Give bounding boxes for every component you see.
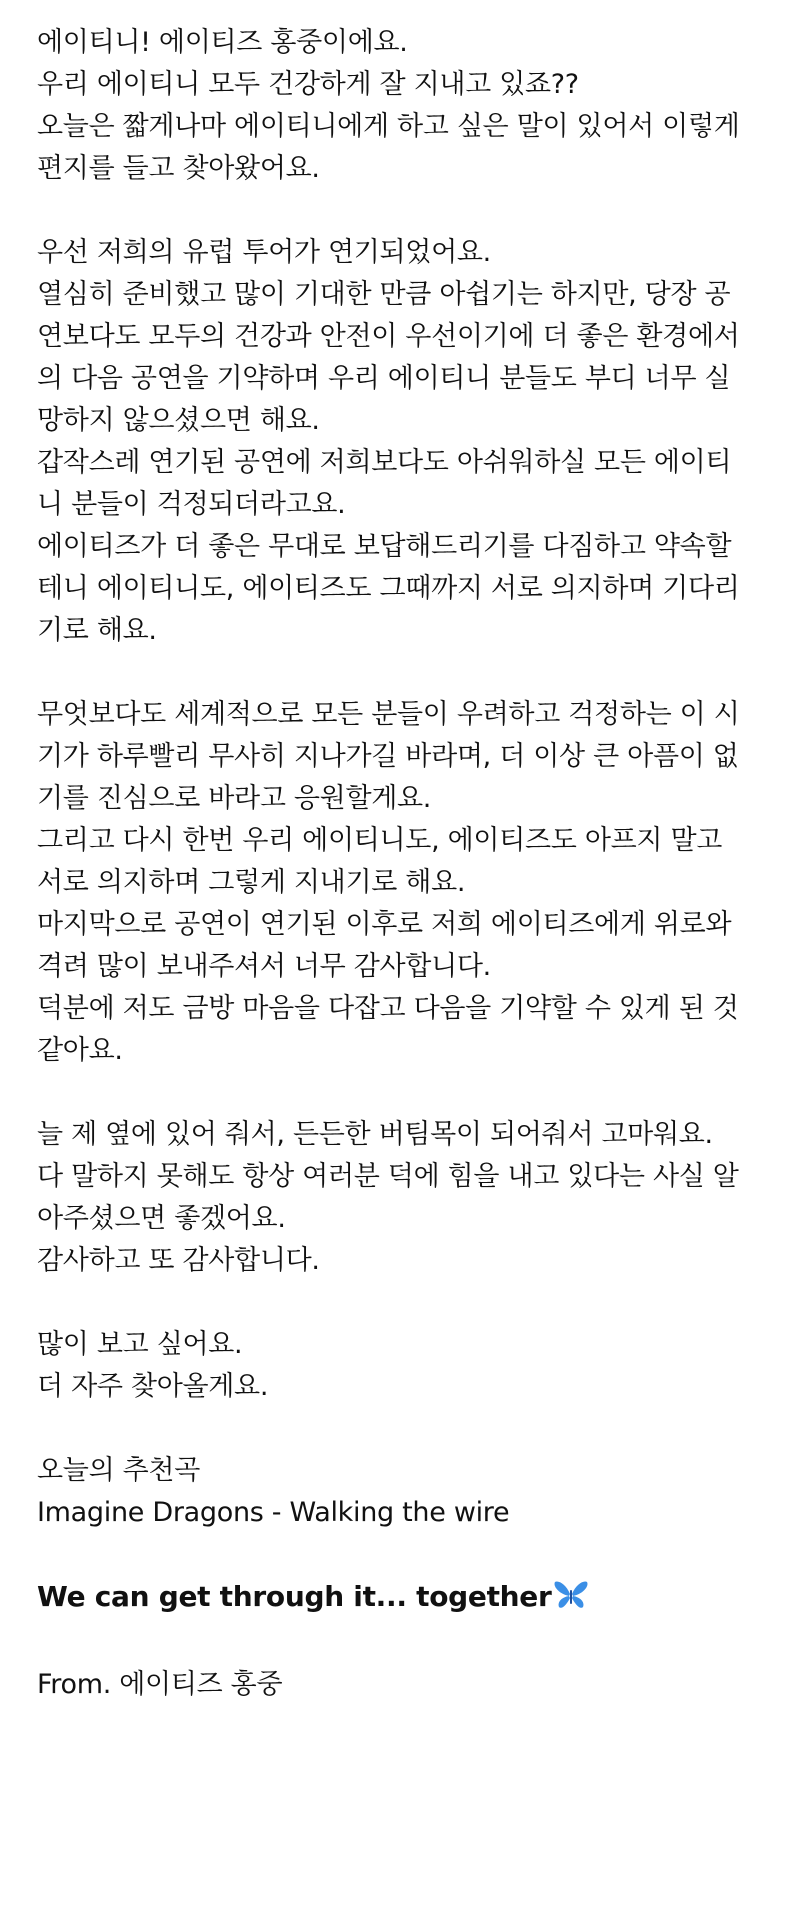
letter-paragraph-2	[37, 232, 777, 652]
text-line: 많이 보고 싶어요.	[37, 1329, 243, 1360]
signature: From. 에이티즈 홍중	[37, 1669, 283, 1700]
text-line: 같아요.	[37, 1035, 123, 1066]
song-title: Imagine Dragons - Walking the wire	[37, 1497, 510, 1528]
letter-paragraph-1	[37, 22, 777, 190]
text-line: 테니 에이티니도, 에이티즈도 그때까지 서로 의지하며 기다리	[37, 573, 740, 604]
text-line: 마지막으로 공연이 연기된 이후로 저희 에이티즈에게 위로와	[37, 909, 732, 940]
song-heading: 오늘의 추천곡	[37, 1455, 200, 1486]
signature-block	[37, 1664, 777, 1706]
text-line: 에이티즈가 더 좋은 무대로 보답해드리기를 다짐하고 약속할	[37, 531, 732, 562]
text-line: 더 자주 찾아올게요.	[37, 1371, 269, 1402]
letter-paragraph-3	[37, 694, 777, 1072]
text-line: 갑작스레 연기된 공연에 저희보다도 아쉬워하실 모든 에이티	[37, 447, 732, 478]
text-line: 편지를 들고 찾아왔어요.	[37, 153, 320, 184]
recommended-song	[37, 1450, 777, 1534]
letter-paragraph-4	[37, 1114, 777, 1282]
text-line: 아주셨으면 좋겠어요.	[37, 1203, 286, 1234]
text-line: 연보다도 모두의 건강과 안전이 우선이기에 더 좋은 환경에서	[37, 321, 740, 352]
text-line: 열심히 준비했고 많이 기대한 만큼 아쉽기는 하지만, 당장 공	[37, 279, 731, 310]
text-line: 망하지 않으셨으면 해요.	[37, 405, 320, 436]
letter-body	[37, 22, 777, 1706]
text-line: 니 분들이 걱정되더라고요.	[37, 489, 346, 520]
text-line: 늘 제 옆에 있어 줘서, 든든한 버팀목이 되어줘서 고마워요.	[37, 1119, 713, 1150]
text-line: 감사하고 또 감사합니다.	[37, 1245, 320, 1276]
text-line: 격려 많이 보내주셔서 너무 감사합니다.	[37, 951, 491, 982]
text-line: 기로 해요.	[37, 615, 157, 646]
text-line: 다 말하지 못해도 항상 여러분 덕에 힘을 내고 있다는 사실 알	[37, 1161, 739, 1192]
text-line: 에이티니! 에이티즈 홍중이에요.	[37, 27, 408, 58]
closing-bold-text: We can get through it... together	[37, 1580, 552, 1613]
text-line: 오늘은 짧게나마 에이티니에게 하고 싶은 말이 있어서 이렇게	[37, 111, 740, 142]
butterfly-icon	[554, 1580, 588, 1622]
closing-bold-line	[37, 1576, 777, 1622]
text-line: 기가 하루빨리 무사히 지나가길 바라며, 더 이상 큰 아픔이 없	[37, 741, 739, 772]
text-line: 무엇보다도 세계적으로 모든 분들이 우려하고 걱정하는 이 시	[37, 699, 740, 730]
letter-paragraph-5	[37, 1324, 777, 1408]
text-line: 우리 에이티니 모두 건강하게 잘 지내고 있죠??	[37, 69, 579, 100]
text-line: 덕분에 저도 금방 마음을 다잡고 다음을 기약할 수 있게 된 것	[37, 993, 739, 1024]
text-line: 서로 의지하며 그렇게 지내기로 해요.	[37, 867, 466, 898]
closing-message	[37, 1576, 777, 1622]
text-line: 의 다음 공연을 기약하며 우리 에이티니 분들도 부디 너무 실	[37, 363, 731, 394]
text-line: 우선 저희의 유럽 투어가 연기되었어요.	[37, 237, 491, 268]
text-line: 그리고 다시 한번 우리 에이티니도, 에이티즈도 아프지 말고	[37, 825, 723, 856]
text-line: 기를 진심으로 바라고 응원할게요.	[37, 783, 432, 814]
